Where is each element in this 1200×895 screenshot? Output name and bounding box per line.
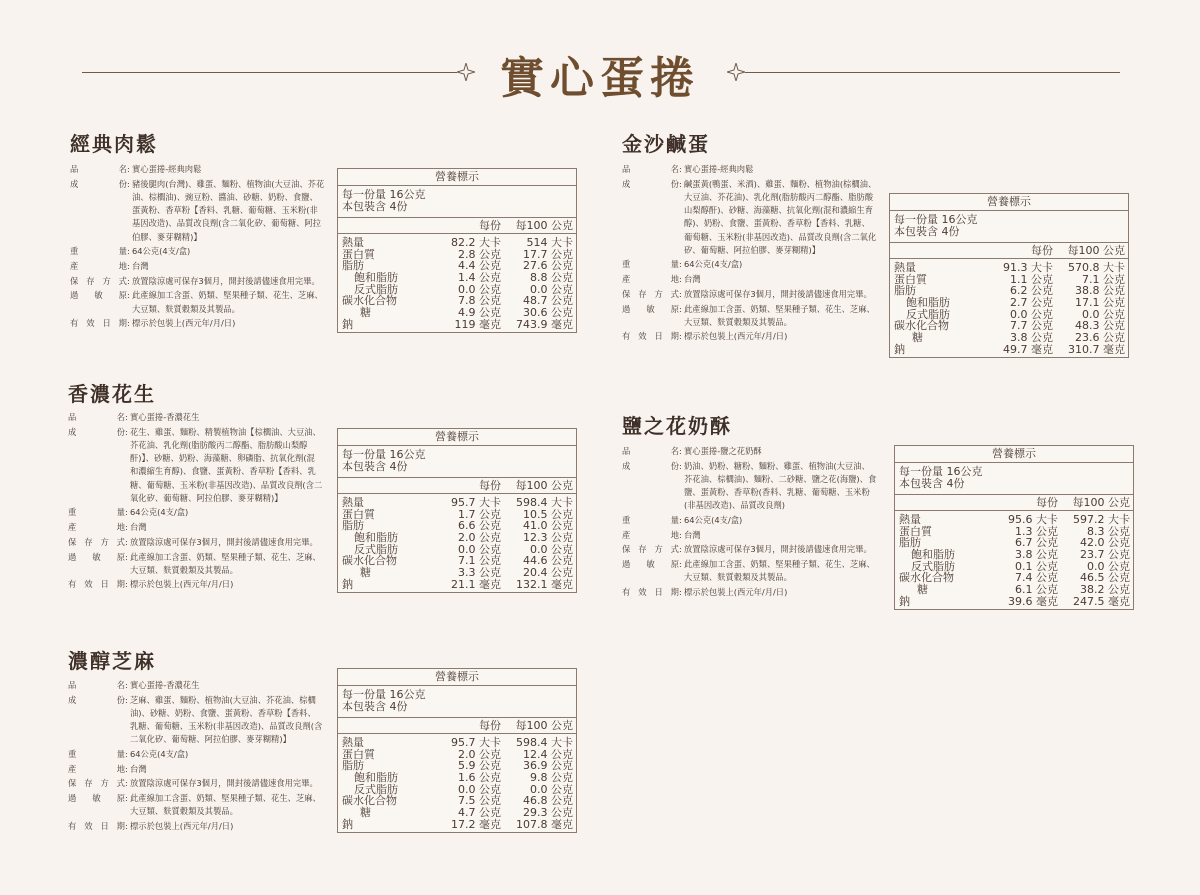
per-serving-value: 1.4 公克 [458, 271, 501, 285]
per-serving-value: 119 毫克 [454, 317, 501, 331]
per-serving-value: 0.0 公克 [1010, 307, 1053, 321]
per-100g-value: 17.1 公克 [1075, 296, 1125, 310]
product-name-value: 實心蛋捲-經典肉鬆 [132, 164, 202, 174]
allergen-value: 此產線加工含蛋、奶類、堅果種子類、花生、芝麻、大豆類、麩質穀類及其製品。 [684, 559, 875, 583]
nutrient-name: 飽和脂肪 [354, 531, 398, 545]
per-serving-value: 82.2 大卡 [451, 236, 501, 249]
storage-value: 放置陰涼處可保存3個月，開封後請儘速食用完畢。 [684, 288, 872, 299]
per-100g-value: 570.8 大卡 [1068, 261, 1125, 274]
storage-value: 放置陰涼處可保存3個月，開封後請儘速食用完畢。 [130, 536, 318, 547]
servings-per-pack: 本包裝含 4份 [894, 225, 960, 238]
nutrition-table [337, 168, 577, 333]
nutrition-title: 營養標示 [895, 446, 1133, 463]
serving-info [338, 186, 576, 218]
nutrition-row [342, 737, 573, 749]
nutrition-row [342, 497, 573, 509]
nutrient-name: 碳水化合物 [894, 319, 949, 333]
nutrient-name: 脂肪 [894, 284, 916, 298]
nutrition-title: 營養標示 [338, 669, 576, 686]
serving-info [890, 211, 1128, 243]
per-serving-value: 95.7 大卡 [451, 496, 501, 509]
diamond-ornament-icon [457, 63, 475, 81]
ingredients-value: 花生、雞蛋、麵粉、精製植物油【棕櫚油、大豆油、芥花油、乳化劑(脂肪酸丙二醇酯、脂肪酸山梨醇酐)】、砂糖、奶粉、海藻糖、卵磷脂、抗氧化劑(混和濃縮生育醇)、食鹽、蛋黃粉、香草粉【香料、乳糖、葡萄糖、玉米粉(非基因改造)、品質改良劑(含二氧化矽、葡萄糖、阿拉伯膠、麥芽糊精)】 [130, 426, 323, 503]
nutrient-name: 蛋白質 [894, 272, 927, 286]
product-section [68, 645, 588, 855]
per-100g-value: 9.8 公克 [530, 771, 573, 785]
product-name-value: 實心蛋捲-香濃花生 [130, 680, 200, 690]
product-info: 品 名 : 實心蛋捲-鹽之花奶酥 成 份 : 奶油、奶粉、糖粉、麵粉、雞蛋、植物油(大豆油、芥花油、棕櫚油)、麵粉、二砂糖、鹽之花(海鹽)、食鹽、蛋黃粉、香草粉(香料、乳糖、葡萄糖、玉米粉(非基因改造)、品質改良劑) 重 量 : 64公克(4支/盒) 產 地 : 台灣 保 存 方 式 : 放置陰涼處可保存3個月，開封後請儘速食用完畢。 過 敏 原 : 此產線加工含蛋、奶類、堅果種子類、花生、芝麻、大豆類、麩質穀類及其製品。 有 效 日 期 : 標示於包裝上(西元年/月/日) [622, 445, 877, 601]
nutrient-name: 糖 [917, 583, 928, 597]
product-info: 品 名 : 實心蛋捲-經典肉鬆 成 份 : 鹹蛋黃(鴨蛋、米酒)、雞蛋、麵粉、植物油(棕櫚油、大豆油、芥花油)、乳化劑(脂肪酸丙二醇酯、脂肪酸山梨醇酐)、砂糖、海藻糖、抗氧化劑(混和濃縮生育醇)、奶粉、食鹽、蛋黃粉、香草粉【香料、乳糖、葡萄糖、玉米粉(非基因改造)、品質改良劑(含二氧化矽、葡萄糖、阿拉伯膠、麥芽糊精)】 重 量 : 64公克(4支/盒) 產 地 : 台灣 保 存 方 式 : 放置陰涼處可保存3個月，開封後請儘速食用完畢。 過 敏 原 : 此產線加工含蛋、奶類、堅果種子類、花生、芝麻、大豆類、麩質穀類及其製品。 有 效 日 期 : 標示於包裝上(西元年/月/日) [622, 163, 877, 345]
per-100g-value: 0.0 公克 [1087, 559, 1130, 573]
nutrition-column-headers [338, 478, 576, 494]
per-serving-value: 3.8 公克 [1010, 331, 1053, 345]
per-100g-value: 29.3 公克 [523, 806, 573, 820]
nutrient-name: 糖 [360, 806, 371, 820]
product-info: 品 名 : 實心蛋捲-香濃花生 成 份 : 花生、雞蛋、麵粉、精製植物油【棕櫚油、大豆油、芥花油、乳化劑(脂肪酸丙二醇酯、脂肪酸山梨醇酐)】、砂糖、奶粉、海藻糖、卵磷脂、抗氧化劑(混和濃縮生育醇)、食鹽、蛋黃粉、香草粉【香料、乳糖、葡萄糖、玉米粉(非基因改造)、品質改良劑(含二氧化矽、葡萄糖、阿拉伯膠、麥芽糊精)】 重 量 : 64公克(4支/盒) 產 地 : 台灣 保 存 方 式 : 放置陰涼處可保存3個月，開封後請儘速食用完畢。 過 敏 原 : 此產線加工含蛋、奶類、堅果種子類、花生、芝麻、大豆類、麩質穀類及其製品。 有 效 日 期 : 標示於包裝上(西元年/月/日) [68, 411, 323, 593]
nutrition-title: 營養標示 [338, 429, 576, 446]
product-name-value: 實心蛋捲-鹽之花奶酥 [684, 446, 762, 456]
per-100g-value: 8.8 公克 [530, 271, 573, 285]
per-100g-value: 42.0 公克 [1080, 536, 1130, 550]
nutrition-table [889, 193, 1129, 358]
page-title: 實心蛋捲 [500, 53, 700, 104]
nutrition-row [894, 344, 1125, 356]
nutrition-row [342, 272, 573, 284]
nutrient-name: 熱量 [342, 736, 364, 749]
nutrient-name: 蛋白質 [899, 524, 932, 538]
nutrition-rows [338, 234, 576, 332]
nutrient-name: 熱量 [342, 496, 364, 509]
nutrient-name: 熱量 [342, 236, 364, 249]
per-100g-value: 743.9 毫克 [516, 317, 573, 331]
nutrient-name: 反式脂肪 [354, 782, 398, 796]
nutrient-name: 脂肪 [342, 259, 364, 273]
per-100g-value: 23.7 公克 [1080, 548, 1130, 562]
per-serving-value: 3.8 公克 [1015, 548, 1058, 562]
per-serving-value: 5.9 公克 [458, 759, 501, 773]
per-100g-value: 36.9 公克 [523, 759, 573, 773]
per-serving-value: 1.7 公克 [458, 507, 501, 521]
nutrition-row [894, 262, 1125, 274]
per-100g-value: 598.4 大卡 [516, 496, 573, 509]
diamond-ornament-icon [727, 63, 745, 81]
per-100g-header: 每100 公克 [1067, 244, 1125, 257]
nutrition-row [899, 514, 1130, 526]
per-serving-value: 4.4 公克 [458, 259, 501, 273]
per-serving-value: 6.6 公克 [458, 519, 501, 533]
nutrition-table [894, 445, 1134, 610]
per-serving-value: 2.7 公克 [1010, 296, 1053, 310]
nutrient-name: 飽和脂肪 [906, 296, 950, 310]
per-100g-value: 48.3 公克 [1075, 319, 1125, 333]
origin-value: 台灣 [130, 522, 147, 533]
nutrient-name: 脂肪 [342, 759, 364, 773]
per-serving-value: 2.0 公克 [458, 531, 501, 545]
nutrition-rows [338, 494, 576, 592]
product-section [70, 128, 590, 358]
storage-value: 放置陰涼處可保存3個月，開封後請儘速食用完畢。 [132, 275, 320, 286]
weight-value: 64公克(4支/盒) [684, 259, 743, 270]
per-100g-value: 107.8 毫克 [516, 817, 573, 831]
nutrition-title: 營養標示 [890, 194, 1128, 211]
per-serving-value: 0.1 公克 [1015, 559, 1058, 573]
nutrition-row [899, 549, 1130, 561]
origin-value: 台灣 [684, 529, 701, 540]
per-100g-header: 每100 公克 [515, 479, 573, 492]
nutrition-column-headers [895, 495, 1133, 511]
origin-value: 台灣 [132, 260, 149, 271]
nutrition-row [342, 819, 573, 831]
origin-value: 台灣 [130, 763, 147, 774]
ingredients-value: 奶油、奶粉、糖粉、麵粉、雞蛋、植物油(大豆油、芥花油、棕櫚油)、麵粉、二砂糖、鹽之花(海鹽)、食鹽、蛋黃粉、香草粉(香料、乳糖、葡萄糖、玉米粉(非基因改造)、品質改良劑) [684, 460, 877, 511]
nutrition-row [899, 596, 1130, 608]
per-serving-value: 3.3 公克 [458, 566, 501, 580]
product-section [622, 410, 1134, 630]
nutrition-rows [338, 734, 576, 832]
product-name-value: 實心蛋捲-經典肉鬆 [684, 164, 754, 174]
nutrition-column-headers [338, 218, 576, 234]
per-100g-value: 12.3 公克 [523, 531, 573, 545]
per-100g-value: 7.1 公克 [1082, 272, 1125, 286]
servings-per-pack: 本包裝含 4份 [899, 477, 965, 490]
per-serving-value: 4.7 公克 [458, 806, 501, 820]
per-100g-value: 132.1 毫克 [516, 577, 573, 591]
product-title: 金沙鹹蛋 [622, 132, 710, 156]
nutrient-name: 鈉 [894, 342, 905, 356]
per-serving-value: 0.0 公克 [458, 782, 501, 796]
nutrient-name: 鈉 [342, 817, 353, 831]
nutrient-name: 飽和脂肪 [354, 271, 398, 285]
per-serving-header: 每份 [479, 479, 501, 492]
serving-size: 每一份量 16公克 [899, 465, 983, 478]
nutrition-row [342, 772, 573, 784]
serving-size: 每一份量 16公克 [342, 188, 426, 201]
nutrient-name: 蛋白質 [342, 747, 375, 761]
weight-value: 64公克(4支/盒) [130, 507, 189, 518]
per-100g-value: 0.0 公克 [1082, 307, 1125, 321]
nutrition-table [337, 428, 577, 593]
ingredients-value: 芝麻、雞蛋、麵粉、植物油(大豆油、芥花油、棕櫚油)、砂糖、奶粉、食鹽、蛋黃粉、香草粉【香料、乳糖、葡萄糖、玉米粉(非基因改造)、品質改良劑(含二氧化矽、葡萄糖、阿拉伯膠、麥芽糊精)】 [130, 694, 323, 745]
expiry-value: 標示於包裝上(西元年/月/日) [132, 318, 236, 329]
per-100g-value: 310.7 毫克 [1068, 342, 1125, 356]
nutrition-title: 營養標示 [338, 169, 576, 186]
per-serving-value: 2.0 公克 [458, 747, 501, 761]
product-title: 香濃花生 [68, 382, 156, 406]
serving-info [338, 686, 576, 718]
nutrition-column-headers [890, 243, 1128, 259]
per-100g-value: 38.8 公克 [1075, 284, 1125, 298]
nutrient-name: 反式脂肪 [354, 542, 398, 556]
per-100g-value: 12.4 公克 [523, 747, 573, 761]
per-100g-header: 每100 公克 [515, 219, 573, 232]
per-100g-value: 48.7 公克 [523, 294, 573, 308]
per-100g-value: 0.0 公克 [530, 782, 573, 796]
nutrient-name: 糖 [360, 306, 371, 320]
per-serving-header: 每份 [1031, 244, 1053, 257]
nutrition-row [342, 579, 573, 591]
per-serving-value: 7.1 公克 [458, 554, 501, 568]
per-serving-value: 6.2 公克 [1010, 284, 1053, 298]
per-serving-value: 91.3 大卡 [1003, 261, 1053, 274]
product-name-value: 實心蛋捲-香濃花生 [130, 412, 200, 422]
expiry-value: 標示於包裝上(西元年/月/日) [130, 821, 234, 832]
nutrition-row [894, 297, 1125, 309]
expiry-value: 標示於包裝上(西元年/月/日) [684, 587, 788, 598]
nutrient-name: 糖 [360, 566, 371, 580]
nutrient-name: 鈉 [342, 577, 353, 591]
per-serving-value: 49.7 毫克 [1003, 342, 1053, 356]
per-100g-value: 598.4 大卡 [516, 736, 573, 749]
servings-per-pack: 本包裝含 4份 [342, 460, 408, 473]
per-100g-value: 27.6 公克 [523, 259, 573, 273]
per-100g-value: 8.3 公克 [1087, 524, 1130, 538]
nutrition-rows [890, 259, 1128, 357]
storage-value: 放置陰涼處可保存3個月，開封後請儘速食用完畢。 [684, 544, 872, 555]
per-100g-value: 23.6 公克 [1075, 331, 1125, 345]
nutrient-name: 碳水化合物 [342, 294, 397, 308]
expiry-value: 標示於包裝上(西元年/月/日) [130, 579, 234, 590]
nutrition-row [342, 532, 573, 544]
nutrient-name: 蛋白質 [342, 507, 375, 521]
per-serving-value: 1.3 公克 [1015, 524, 1058, 538]
serving-size: 每一份量 16公克 [342, 448, 426, 461]
per-100g-value: 38.2 公克 [1080, 583, 1130, 597]
per-100g-value: 20.4 公克 [523, 566, 573, 580]
storage-value: 放置陰涼處可保存3個月，開封後請儘速食用完畢。 [130, 778, 318, 789]
per-serving-value: 1.1 公克 [1010, 272, 1053, 286]
nutrient-name: 脂肪 [899, 536, 921, 550]
per-serving-value: 7.5 公克 [458, 794, 501, 808]
serving-size: 每一份量 16公克 [342, 688, 426, 701]
nutrition-rows [895, 511, 1133, 609]
per-serving-value: 95.6 大卡 [1008, 513, 1058, 526]
product-title: 鹽之花奶酥 [622, 414, 732, 438]
per-100g-value: 10.5 公克 [523, 507, 573, 521]
nutrient-name: 碳水化合物 [342, 794, 397, 808]
nutrient-name: 脂肪 [342, 519, 364, 533]
per-serving-value: 7.4 公克 [1015, 571, 1058, 585]
allergen-value: 此產線加工含蛋、奶類、堅果種子類、花生、芝麻、大豆類、麩質穀類及其製品。 [130, 793, 321, 817]
serving-info [895, 463, 1133, 495]
per-serving-value: 2.8 公克 [458, 247, 501, 261]
per-serving-value: 6.1 公克 [1015, 583, 1058, 597]
per-serving-value: 1.6 公克 [458, 771, 501, 785]
allergen-value: 此產線加工含蛋、奶類、堅果種子類、花生、芝麻、大豆類、麩質穀類及其製品。 [684, 303, 875, 327]
per-100g-value: 30.6 公克 [523, 306, 573, 320]
nutrition-row [342, 237, 573, 249]
nutrient-name: 碳水化合物 [899, 571, 954, 585]
per-serving-value: 0.0 公克 [458, 282, 501, 296]
per-serving-value: 21.1 毫克 [451, 577, 501, 591]
nutrient-name: 飽和脂肪 [911, 548, 955, 562]
header-rule-left [82, 72, 457, 73]
per-serving-value: 95.7 大卡 [451, 736, 501, 749]
nutrient-name: 蛋白質 [342, 247, 375, 261]
nutrient-name: 鈉 [342, 317, 353, 331]
per-serving-value: 0.0 公克 [458, 542, 501, 556]
per-serving-value: 17.2 毫克 [451, 817, 501, 831]
per-100g-value: 17.7 公克 [523, 247, 573, 261]
per-serving-value: 7.8 公克 [458, 294, 501, 308]
nutrient-name: 熱量 [899, 513, 921, 526]
nutrient-name: 碳水化合物 [342, 554, 397, 568]
allergen-value: 此產線加工含蛋、奶類、堅果種子類、花生、芝麻、大豆類、麩質穀類及其製品。 [132, 290, 323, 314]
weight-value: 64公克(4支/盒) [130, 749, 189, 760]
servings-per-pack: 本包裝含 4份 [342, 700, 408, 713]
nutrient-name: 反式脂肪 [911, 559, 955, 573]
per-100g-header: 每100 公克 [1072, 496, 1130, 509]
serving-size: 每一份量 16公克 [894, 213, 978, 226]
product-title: 濃醇芝麻 [68, 649, 156, 673]
origin-value: 台灣 [684, 274, 701, 285]
per-100g-value: 46.5 公克 [1080, 571, 1130, 585]
product-section [68, 378, 588, 618]
per-serving-value: 7.7 公克 [1010, 319, 1053, 333]
servings-per-pack: 本包裝含 4份 [342, 200, 408, 213]
product-info: 品 名 : 實心蛋捲-經典肉鬆 成 份 : 豬後腿肉(台灣)、雞蛋、麵粉、植物油(大豆油、芥花油、棕櫚油)、豌豆粉、醬油、砂糖、奶粉、食鹽、蛋黃粉、香草粉【香料、乳糖、葡萄糖、玉米粉(非基因改造)、品質改良劑(含二氧化矽、葡萄糖、阿拉伯膠、麥芽糊精)】 重 量 : 64公克(4支/盒) 產 地 : 台灣 保 存 方 式 : 放置陰涼處可保存3個月，開封後請儘速食用完畢。 過 敏 原 : 此產線加工含蛋、奶類、堅果種子類、花生、芝麻、大豆類、麩質穀類及其製品。 有 效 日 期 : 標示於包裝上(西元年/月/日) [70, 163, 325, 332]
nutrient-name: 熱量 [894, 261, 916, 274]
per-100g-value: 44.6 公克 [523, 554, 573, 568]
per-100g-value: 41.0 公克 [523, 519, 573, 533]
per-serving-header: 每份 [479, 219, 501, 232]
per-100g-value: 0.0 公克 [530, 282, 573, 296]
nutrient-name: 反式脂肪 [354, 282, 398, 296]
per-serving-header: 每份 [479, 719, 501, 732]
per-100g-value: 247.5 毫克 [1073, 594, 1130, 608]
product-info: 品 名 : 實心蛋捲-香濃花生 成 份 : 芝麻、雞蛋、麵粉、植物油(大豆油、芥花油、棕櫚油)、砂糖、奶粉、食鹽、蛋黃粉、香草粉【香料、乳糖、葡萄糖、玉米粉(非基因改造)、品質改良劑(含二氧化矽、葡萄糖、阿拉伯膠、麥芽糊精)】 重 量 : 64公克(4支/盒) 產 地 : 台灣 保 存 方 式 : 放置陰涼處可保存3個月，開封後請儘速食用完畢。 過 敏 原 : 此產線加工含蛋、奶類、堅果種子類、花生、芝麻、大豆類、麩質穀類及其製品。 有 效 日 期 : 標示於包裝上(西元年/月/日) [68, 679, 323, 835]
expiry-value: 標示於包裝上(西元年/月/日) [684, 331, 788, 342]
weight-value: 64公克(4支/盒) [132, 246, 191, 257]
header-rule-right [745, 72, 1120, 73]
serving-info [338, 446, 576, 478]
allergen-value: 此產線加工含蛋、奶類、堅果種子類、花生、芝麻、大豆類、麩質穀類及其製品。 [130, 551, 321, 575]
nutrient-name: 飽和脂肪 [354, 771, 398, 785]
per-serving-value: 4.9 公克 [458, 306, 501, 320]
nutrition-column-headers [338, 718, 576, 734]
ingredients-value: 鹹蛋黃(鴨蛋、米酒)、雞蛋、麵粉、植物油(棕櫚油、大豆油、芥花油)、乳化劑(脂肪酸丙二醇酯、脂肪酸山梨醇酐)、砂糖、海藻糖、抗氧化劑(混和濃縮生育醇)、奶粉、食鹽、蛋黃粉、香草粉【香料、乳糖、葡萄糖、玉米粉(非基因改造)、品質改良劑(含二氧化矽、葡萄糖、阿拉伯膠、麥芽糊精)】 [684, 178, 877, 255]
nutrient-name: 鈉 [899, 594, 910, 608]
product-title: 經典肉鬆 [70, 132, 158, 156]
per-100g-value: 46.8 公克 [523, 794, 573, 808]
per-100g-header: 每100 公克 [515, 719, 573, 732]
weight-value: 64公克(4支/盒) [684, 515, 743, 526]
product-section [622, 128, 1132, 383]
page-header [0, 38, 1200, 108]
ingredients-value: 豬後腿肉(台灣)、雞蛋、麵粉、植物油(大豆油、芥花油、棕櫚油)、豌豆粉、醬油、砂糖、奶粉、食鹽、蛋黃粉、香草粉【香料、乳糖、葡萄糖、玉米粉(非基因改造)、品質改良劑(含二氧化矽、葡萄糖、阿拉伯膠、麥芽糊精)】 [132, 178, 325, 242]
nutrition-row [342, 319, 573, 331]
nutrition-table [337, 668, 577, 833]
per-serving-value: 6.7 公克 [1015, 536, 1058, 550]
nutrient-name: 糖 [912, 331, 923, 345]
per-100g-value: 514 大卡 [526, 236, 573, 249]
nutrient-name: 反式脂肪 [906, 307, 950, 321]
per-100g-value: 0.0 公克 [530, 542, 573, 556]
per-100g-value: 597.2 大卡 [1073, 513, 1130, 526]
per-serving-header: 每份 [1036, 496, 1058, 509]
per-serving-value: 39.6 毫克 [1008, 594, 1058, 608]
